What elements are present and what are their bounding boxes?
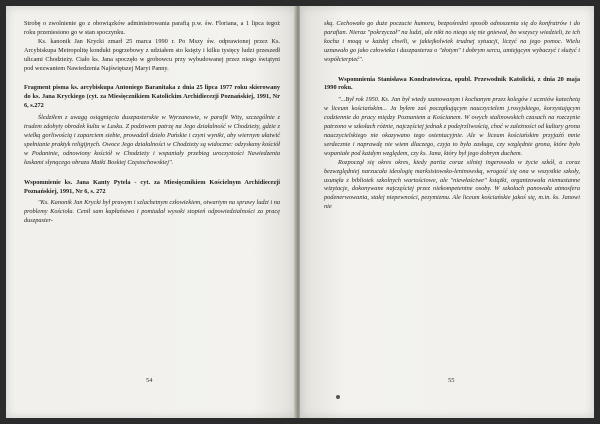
left-page-text [24, 20, 280, 226]
page-number: 55 [448, 377, 455, 384]
right-page [300, 6, 594, 418]
paragraph: Strobę o zwolnienie go z obowiązków administrowania parafią p.w. św. Floriana, a 1 lipca tegoż roku przeniesiono go w stan spoczynku. [24, 20, 280, 36]
quote: "Ks. Kanonik Jan Krycki był prawym i szlachetnym człowiekiem, otwartym na sprawy ludzi i na problemy Kościoła. Cenił sam kapłaństwo i pomiadał wysoki stopień odpowiedzialności za pracę duszpaster- [24, 199, 280, 225]
paragraph: Ks. kanonik Jan Krycki zmarł 25 marca 1990 r. Po Mszy św. odprawionej przez Ks. Arcybiskupa Metropolitę kondukt pogrzebowy z udziałem sto księży i kilku tysięcy ludzi przeszedł ulicami Chodzieży. Ciało ks. Jana spoczęło w grobowcu przy wybudowanej przez niego świątyni pod wezwaniem Nawiedzenia Najświętszej Maryi Panny. [24, 37, 280, 72]
punch-hole [336, 395, 340, 399]
quote: ską. Cechowało go duże poczucie humoru, bezpośredni sposób odnoszenia się do konfratrów i do parafian. Nieraz "pokrzyczał" na ludzi, ale nikt no nieqo się nie gniewał, bo wszyscy wiedzieli, że ich kocha i moqą w każdej chwili, w jakiejkolwiek trudnej sytuacji, liczyć na jego pomoc. Wielu uznawało go jako człowieka i duszpasterza o "złotym" i dobrym sercu, umiejącym wybaczyć i służyć i współcierpieć". [324, 20, 580, 63]
left-page [6, 6, 296, 418]
quote: Rozpoczął się okres okres, kiedy partia coraz silniej ingerowała w życie szkół, a coraz bezwzględniej narzucała ideologię marksistowsko-leninowską, wrogość się ona w wszystkie szkoły, usunęła z bibliotek szkolnych wartościowe, ale "niewłaściwe" książki, organizowała niemustanne wizytacje, dokonywane najczęściej przez niekompetentne osoby. W szkołach panowała atmosfera podenerwowania, stałej niepewności, pezymizmu. Ale liceum kościańskie jakoś się, m.in. ks. Janowi nie [324, 158, 580, 211]
quote: Śledziłem z uwagą osiągnięcia duszpasterskie w Wyrzanowie, w parafii Wity, szczególnie z trudem zdobyty obrodek kultu w Lasku. Z podziwem patrzę na Jego działalność w Chodzieży, gdzie z wielką gorliwością i zaparciem siebie, prowadził dzieło Pańskie i czyni wyniki, aby wiernym ułatwić spełnianie praktyk religijnych. Owoce Jego działalności w Chodzieży są widoczne: odzyskany kościół w Podaninie, odnowiony kościół w Chodzieży i wspaniały przebieg uroczystości Nawiedzenia łaskami słynącego obrazu Matki Boskiej Częstochowskiej". [24, 114, 280, 166]
section-heading: Wspomnienie ks. Jana Kanty Pytela - cyt. za Miesięcznikiem Kościelnym Archidiecezji Poznańskiej, 1991, Nr 6, s. 272 [24, 178, 280, 195]
section-heading: Fragment pisma ks. arcybiskupa Antoniego Baranitaka z dnia 25 lipca 1977 roku skierowany do ks. Jana Kryckiego (cyt. za Miesięcznikiem Katolickim Archidiecezji Poznańskiej, 1991, Nr 6, s.272 [24, 84, 280, 110]
page-number: 54 [146, 377, 153, 384]
right-page-text [324, 20, 580, 212]
quote: "...Był rok 1950. Ks. Jan był wtedy szanowanym i kochanym przez kolegów i uczniów katechetą w liceum kościańskim... Ja byłem zaś początkującym nauczycielem j.rosyjskiego, korzystającym codziennie do pracy między Poznaniem a Kościanem. W owych stalinowskich czasach na rozczynie patrzono w szkołach różnie, najczęściej jednak z podejrzliwością, choć w zależności od kultury grona nauczycielskiego nie okazywano tego ostentacyjnie. Ale w liceum kościańskim przyjaźń mnie serdecznie i naprawdę nie wiem dlaczego, czyja to była zasługa, czy względnie grona, które było wspaniałe pod każdym względem, czy ks. Jana, który był jego dobrym duchem. [324, 96, 580, 157]
section-heading: Wspomnienia Stanisława Kondratowicza, opubl. Przewodnik Katolicki, z dnia 20 maja 1990 roku. [324, 75, 580, 92]
